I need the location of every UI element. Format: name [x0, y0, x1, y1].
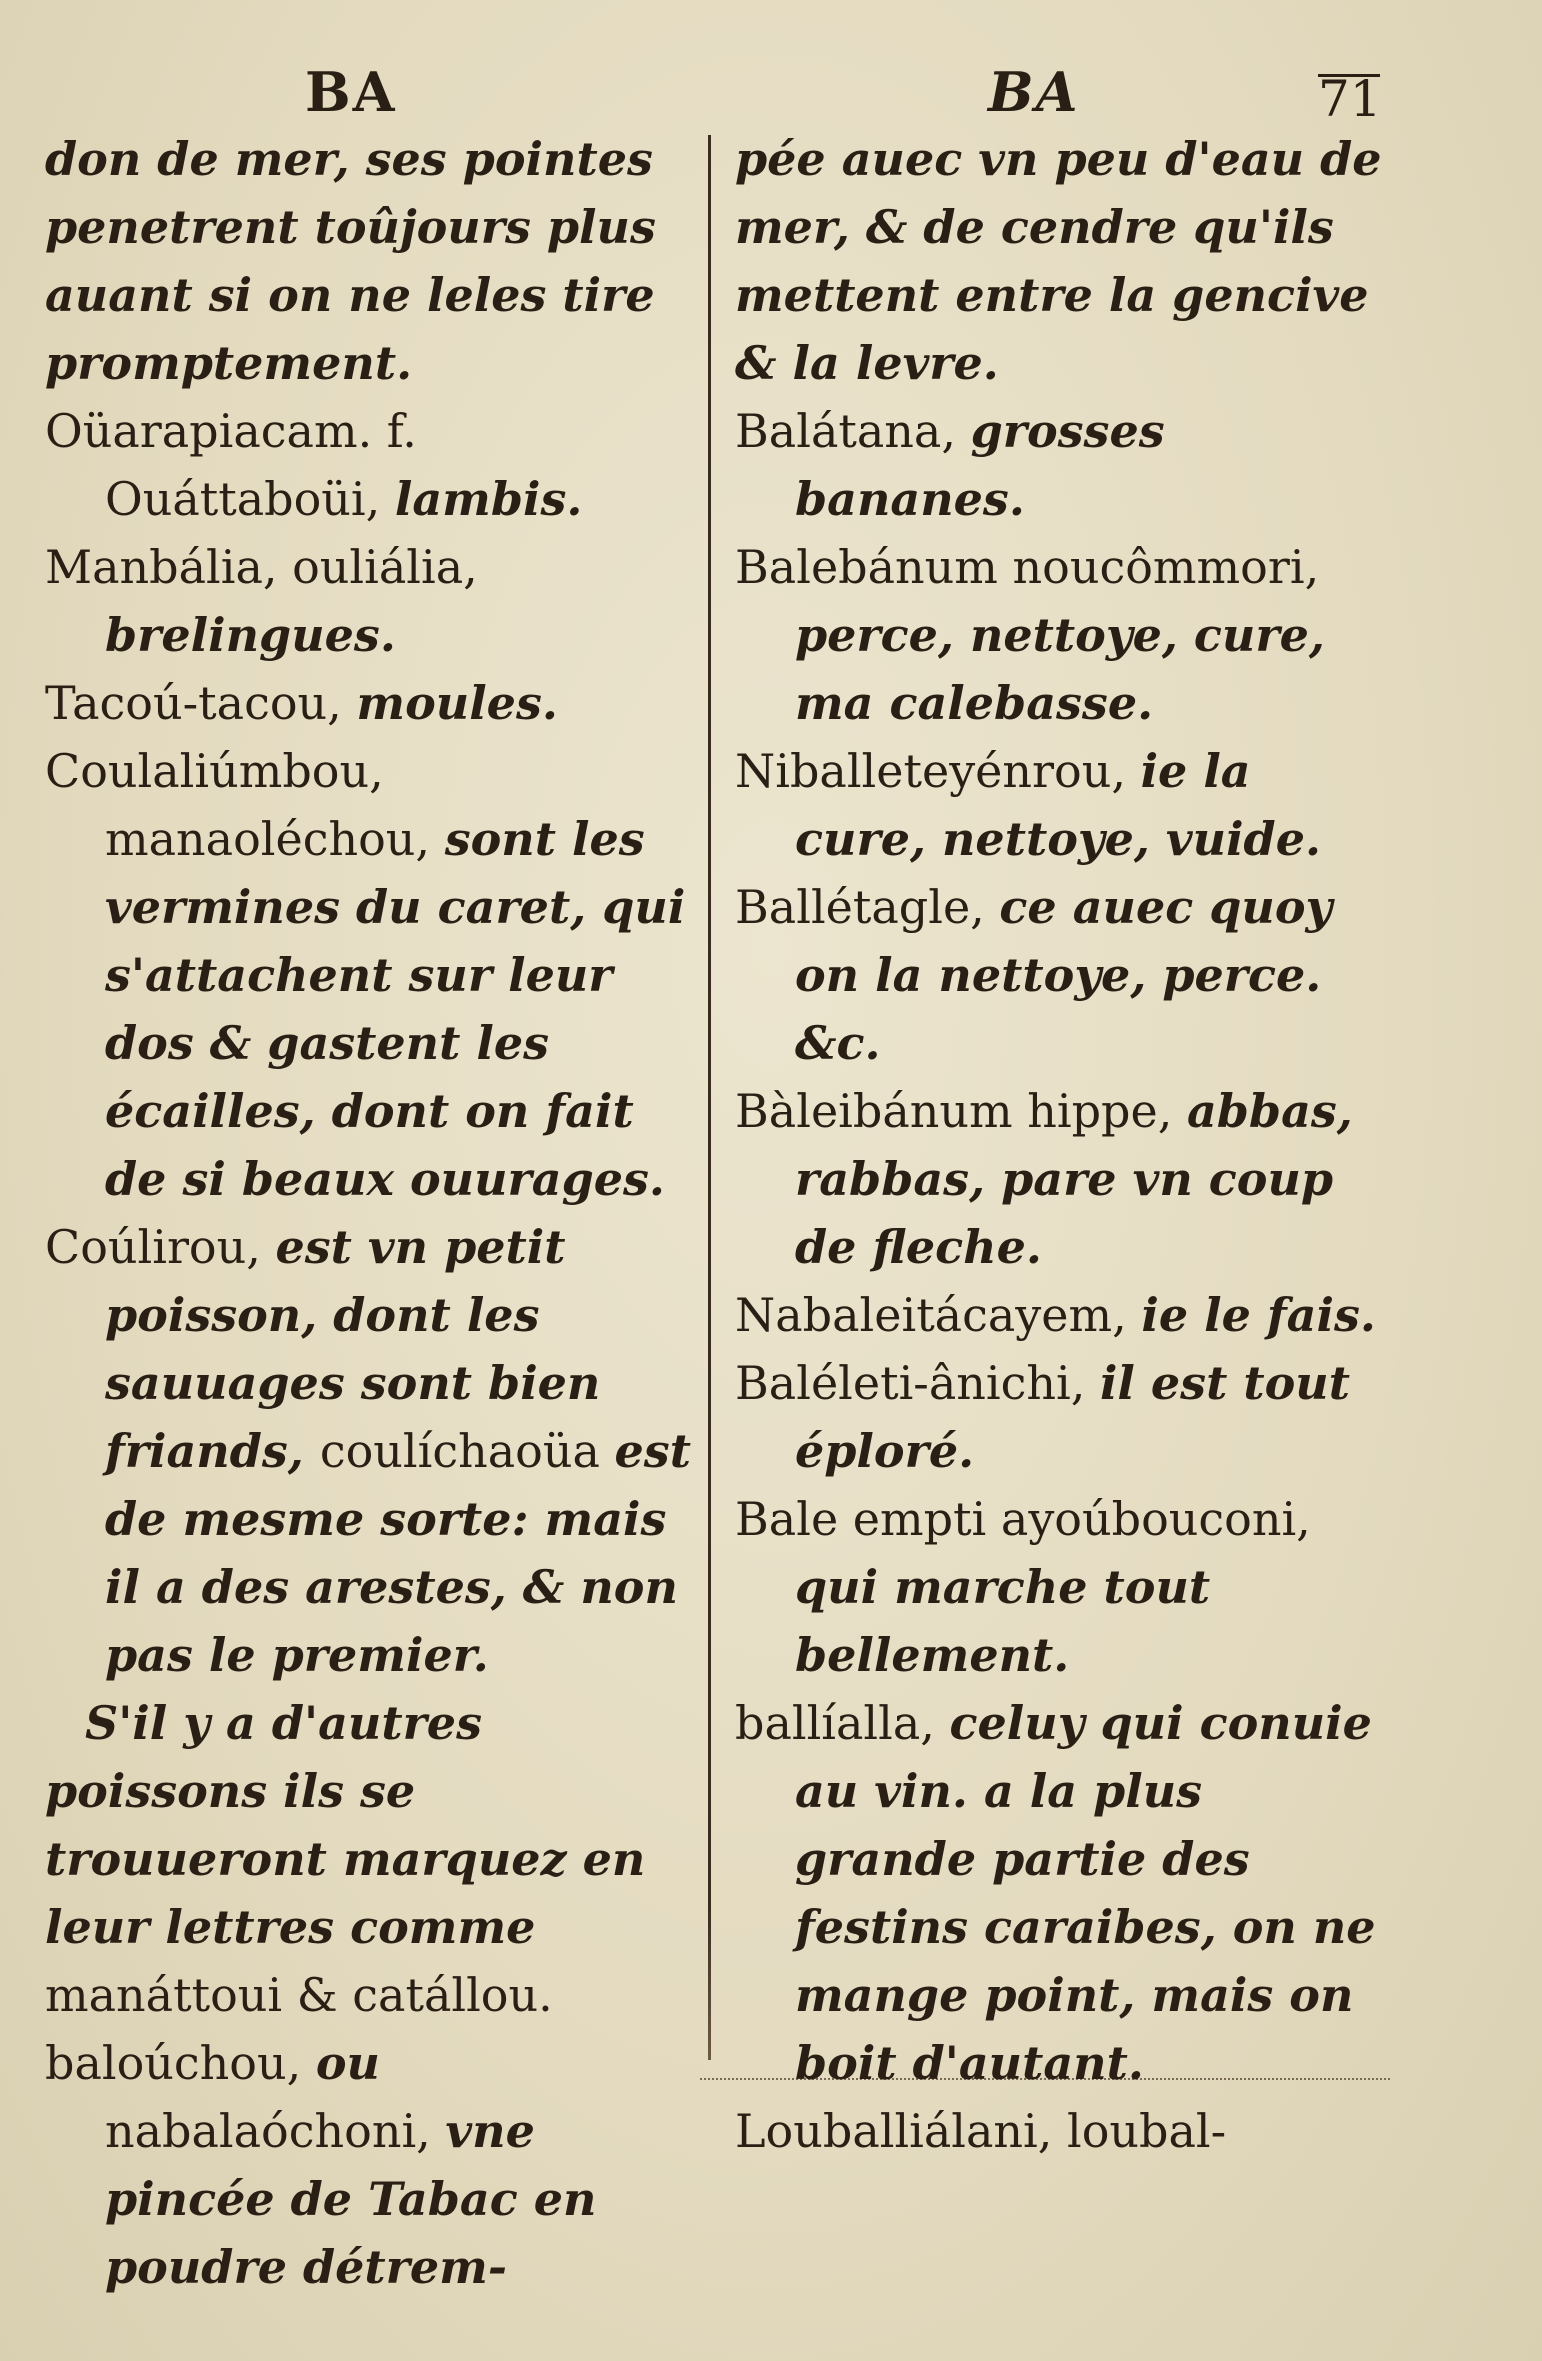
dictionary-entry — [45, 125, 695, 397]
headword: baloúchou, — [45, 2036, 316, 2090]
left-column — [45, 125, 695, 2294]
headword: Louballiálani, loubal- — [735, 2104, 1227, 2158]
dictionary-entry — [735, 397, 1395, 533]
headword: Balebánum noucômmori, — [735, 540, 1320, 594]
headword: Bale empti ayoúbouconi, — [735, 1492, 1311, 1546]
headword: Coulaliúmbou, manaoléchou, — [45, 744, 445, 866]
page-number: 71 — [1318, 70, 1382, 128]
dictionary-entry — [735, 1485, 1395, 1689]
dictionary-entry — [45, 397, 695, 533]
gloss: sont les vermines du caret, qui s'attachent sur leur dos & gastent les écailles, dont on fait de si beaux ouurages. — [105, 812, 686, 1206]
dictionary-entry — [735, 2097, 1395, 2165]
dictionary-entry — [735, 873, 1395, 1077]
gloss: lambis. — [394, 472, 583, 526]
dictionary-entry — [45, 669, 695, 737]
gloss: abbas, rabbas, pare vn coup de fleche. — [795, 1084, 1353, 1274]
headword: Ballétagle, — [735, 880, 1000, 934]
gloss: celuy qui conuie au vin. a la plus grande partie des festins caraibes, on ne mange point, mais on boit d'autant. — [795, 1696, 1376, 2090]
dictionary-entry — [45, 2029, 695, 2301]
dictionary-entry — [735, 1689, 1395, 2097]
gloss: pée auec vn peu d'eau de mer, & de cendre qu'ils mettent entre la gencive & la levre. — [735, 132, 1382, 390]
headword: Tacoú-tacou, — [45, 676, 357, 730]
headword: Balátana, — [735, 404, 971, 458]
dictionary-entry — [735, 1281, 1395, 1349]
dictionary-entry — [45, 1213, 695, 1689]
headword: Baléleti-ânichi, — [735, 1356, 1100, 1410]
gloss: brelingues. — [105, 608, 396, 662]
dictionary-entry — [45, 1689, 695, 2029]
gloss: ce auec quoy on la nettoye, perce. &c. — [795, 880, 1333, 1070]
dictionary-entry — [735, 1077, 1395, 1281]
headword: Nabaleitácayem, — [735, 1288, 1142, 1342]
headword: coulíchaoüa — [319, 1424, 615, 1478]
headword: Coúlirou, — [45, 1220, 276, 1274]
gloss: don de mer, ses pointes penetrent toûjours plus auant si on ne leles tire promptement. — [45, 132, 656, 390]
headword: nabalaóchoni, — [105, 2104, 446, 2158]
gloss: vne pincée de Tabac en poudre détrem- — [105, 2104, 597, 2294]
gloss: ie la cure, nettoye, vuide. — [795, 744, 1321, 866]
gloss: perce, nettoye, cure, ma calebasse. — [795, 608, 1325, 730]
headword: Manbália, ouliália, — [45, 540, 478, 594]
dictionary-entry — [45, 737, 695, 1213]
dictionary-entry — [735, 737, 1395, 873]
headword: Bàleibánum hippe, — [735, 1084, 1187, 1138]
dictionary-entry — [735, 125, 1395, 397]
gloss: est de mesme sorte: mais il a des arestes, & non pas le premier. — [105, 1424, 691, 1682]
gloss: moules. — [356, 676, 558, 730]
dictionary-entry — [735, 1349, 1395, 1485]
headword: Niballeteyénrou, — [735, 744, 1141, 798]
dictionary-entry — [735, 533, 1395, 737]
headword: ballíalla, — [735, 1696, 950, 1750]
column-divider — [708, 135, 711, 2060]
left-running-head: BA — [305, 60, 397, 124]
right-running-head: BA — [988, 60, 1080, 124]
gloss: S'il y a d'autres poissons ils se trouueront marquez en leur lettres comme — [45, 1696, 646, 1954]
gloss: grosses bananes. — [795, 404, 1165, 526]
gloss: qui marche tout bellement. — [795, 1560, 1211, 1682]
gloss: ou — [315, 2036, 380, 2090]
headword: manáttoui & catállou. — [45, 1968, 553, 2022]
gloss: il est tout éploré. — [795, 1356, 1350, 1478]
dictionary-entry — [45, 533, 695, 669]
gloss: ie le fais. — [1141, 1288, 1376, 1342]
headword: Oüarapiacam. f. Ouáttaboüi, — [45, 404, 417, 526]
gloss: est vn petit poisson, dont les sauuages sont bien friands, — [105, 1220, 601, 1478]
right-column — [735, 125, 1395, 2158]
